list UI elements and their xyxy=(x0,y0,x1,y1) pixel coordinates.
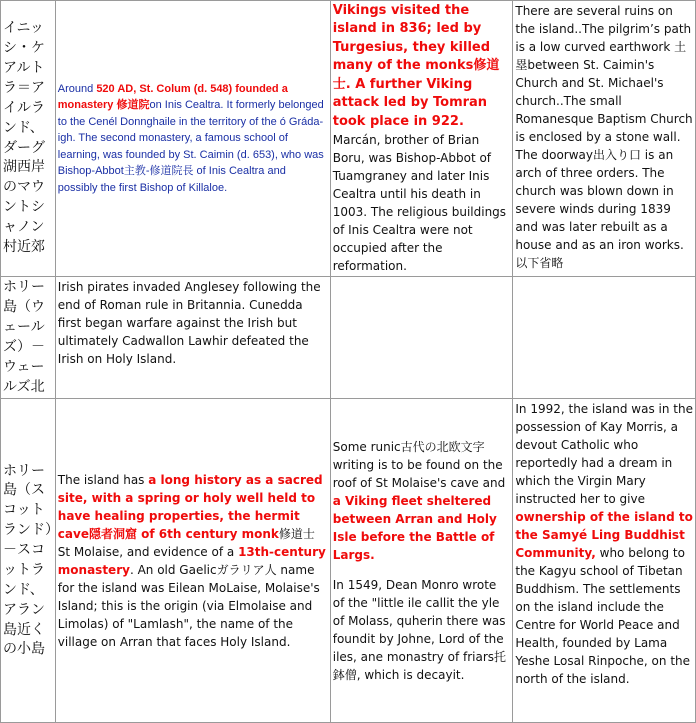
vikings-text: Marcán, brother of Brian Boru, was Bishop-Abbot of Tuamgraney and later Inis Cealtra until his death in 1003. The religious buildings of Inis Cealtra were not occupied after the reformation. xyxy=(332,133,507,274)
history-text: . An old Gaelicガラリア人 name for the island was Eilean MoLaise, Molaise's Island; this is the origin (via Elmolaise and Limolas) of "Lamlash", the name of the village on Arran that faces Holy Island. xyxy=(57,562,320,649)
vikings-text: Some runic古代の北欧文字 writing is to be found on the roof of St Molaise's cave and xyxy=(332,439,506,490)
history-cell xyxy=(55,1,330,277)
vikings-text: In 1549, Dean Monro wrote of the "little ile callit the yle of Molass, quherin there was foundit by Johne, Lord of the iles, ane monastry of friars托鉢僧, which is decayit. xyxy=(332,577,507,682)
vikings-highlight: a Viking fleet sheltered between Arran and Holy Isle before the Battle of Largs. xyxy=(332,493,497,562)
table-row xyxy=(1,1,696,277)
history-cell xyxy=(55,277,330,399)
empty-cell xyxy=(330,277,513,399)
history-text: on Inis Cealtra. It formerly belonged to the Cenél Donnghaile in the territory of the ó Grádaigh. The second monastery, a famous school of learning, was founded by St. Caimin (d. 653), who was Bishop-Abbot主教-修道院長 of Inis Cealtra and possibly the first Bishop of Killaloe. xyxy=(57,99,324,194)
history-highlight: 13th-century monastery xyxy=(57,544,326,577)
ruins-text: There are several ruins on the island..The pilgrim’s path is a low curved earthwork 土塁between St. Caimin's Church and St. Michael's church..The small Romanesque Baptism Church is enclosed by a stone wall. The doorway出入り口 is an arch of three orders. The church was blown down in severe winds during 1839 and was later rebuilt as a house and as an iron works.以下省略 xyxy=(515,4,693,270)
vikings-text-block xyxy=(333,438,511,564)
ruins-text: who belong to the Kagyu school of Tibetan Buddhism. The settlements on the island include the Centre for World Peace and Health, founded by Lama Yeshe Losal Rinpoche, on the north of the island. xyxy=(515,546,691,687)
place-name: ホリー島（ウェールズ）－ウェールズ北 xyxy=(3,279,45,395)
ruins-cell xyxy=(513,399,696,723)
place-cell xyxy=(1,1,56,277)
vikings-highlight: Vikings visited the island in 836; led by Turgesius, they killed many of the monks修道士. A further Viking attack led by Tomran took place in 922. xyxy=(332,3,500,129)
empty-cell xyxy=(513,277,696,399)
vikings-cell xyxy=(330,399,513,723)
ruins-text: In 1992, the island was in the possession of Kay Morris, a devout Catholic who reportedly had a dream in which the Virgin Mary instructed her to give xyxy=(515,402,693,507)
table-row xyxy=(1,399,696,723)
vikings-cell xyxy=(330,1,513,277)
place-cell xyxy=(1,277,56,399)
table-row xyxy=(1,277,696,399)
place-name: ホリー島（スコットランド）－スコットランド、アラン島近くの小島 xyxy=(3,462,52,658)
history-text: The island has xyxy=(57,472,149,487)
history-text: 修道士 St Molaise, and evidence of a xyxy=(57,526,315,559)
place-name: イニッシ・ケアルトラ＝アイルランド、ダーグ湖西岸のマウントシャノン村近郊 xyxy=(3,20,45,255)
ruins-cell xyxy=(513,1,696,277)
ruins-highlight: ownership of the island to the Samyé Ling Buddhist Community, xyxy=(515,510,693,561)
history-text: Irish pirates invaded Anglesey following the end of Roman rule in Britannia. Cunedda first began warfare against the Irish but ultimately Cadwallon Lawhir defeated the Irish on Holy Island. xyxy=(57,280,321,367)
history-highlight: 520 AD, St. Colum (d. 548) founded a monastery 修道院 xyxy=(57,82,288,112)
history-cell xyxy=(55,399,330,723)
history-text: Around xyxy=(57,82,97,95)
place-cell xyxy=(1,399,56,723)
history-highlight: a long history as a sacred site, with a spring or holy well held to have healing properties, the hermit cave隠者洞窟 of 6th century monk xyxy=(57,472,323,541)
